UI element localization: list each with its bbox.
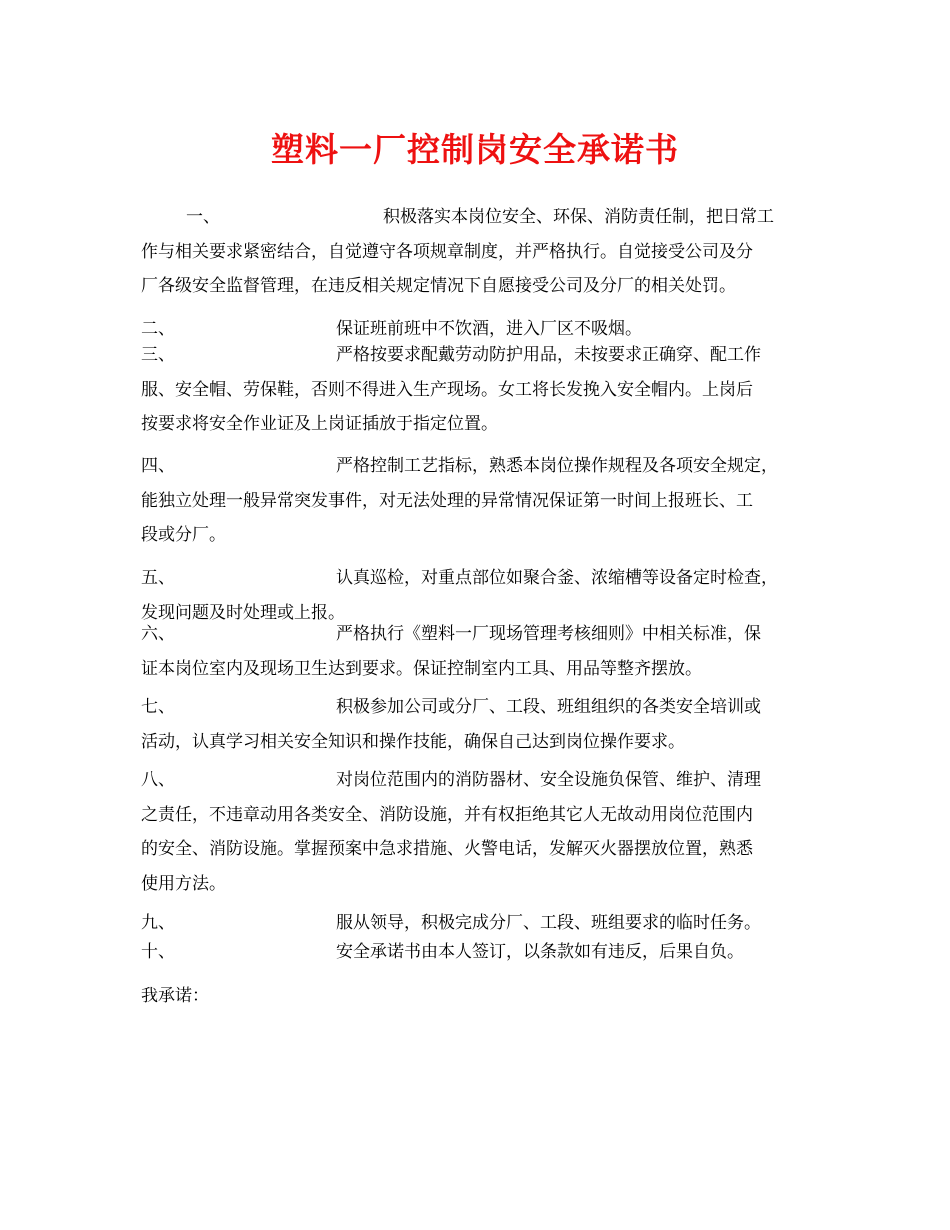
clause-3 (141, 338, 825, 442)
clause-first-line (141, 935, 825, 970)
clause-number: 七、 (141, 697, 175, 717)
clause-7 (141, 690, 825, 759)
clause-text: 严格控制工艺指标，熟悉本岗位操作规程及各项安全规定， (336, 456, 778, 476)
clause-continuation-line: 使用方法。 (141, 873, 226, 894)
clause-text: 认真巡检，对重点部位如聚合釜、浓缩槽等设备定时检查， (336, 568, 778, 588)
clause-text: 服从领导，积极完成分厂、工段、班组要求的临时任务。 (336, 913, 761, 933)
clause-number: 四、 (141, 456, 175, 476)
clause-number: 三、 (141, 345, 175, 365)
clause-continuation-line: 能独立处理一般异常突发事件，对无法处理的异常情况保证第一时间上报班长、工 (141, 490, 753, 511)
clause-first-line (141, 690, 825, 725)
clause-text: 安全承诺书由本人签订，以条款如有违反，后果自负。 (336, 942, 744, 962)
clause-text: 积极参加公司或分厂、工段、班组组织的各类安全培训或 (336, 697, 761, 717)
clause-first-line (141, 561, 825, 596)
clause-1 (141, 200, 825, 304)
clause-first-line (141, 617, 825, 652)
clause-number: 五、 (141, 568, 175, 588)
clause-continuation-line: 证本岗位室内及现场卫生达到要求。保证控制室内工具、用品等整齐摆放。 (141, 658, 702, 679)
document-title: 塑料一厂控制岗安全承诺书 (271, 130, 679, 169)
clause-continuation-line: 活动，认真学习相关安全知识和操作技能，确保自己达到岗位操作要求。 (141, 731, 685, 752)
clause-number: 六、 (141, 624, 175, 644)
clause-number: 十、 (141, 942, 175, 962)
clause-continuation-line: 的安全、消防设施。掌握预案中急求措施、火警电话，发解灭火器摆放位置，熟悉 (141, 839, 753, 859)
clause-number: 八、 (141, 770, 175, 790)
clause-continuation-line: 服、安全帽、劳保鞋，否则不得进入生产现场。女工将长发挽入安全帽内。上岗后 (141, 379, 753, 400)
clause-continuation-line: 段或分厂。 (141, 525, 226, 545)
clause-continuation-line: 按要求将安全作业证及上岗证插放于指定位置。 (141, 414, 498, 434)
clause-first-line (141, 763, 825, 798)
clause-8 (141, 763, 825, 901)
clause-text: 积极落实本岗位安全、环保、消防责任制，把日常工 (383, 207, 774, 227)
clause-number: 二、 (141, 319, 175, 339)
clause-first-line (141, 200, 825, 235)
clause-continuation-line: 发现问题及时处理或上报。 (141, 602, 345, 623)
clause-10 (141, 935, 825, 970)
clause-first-line (141, 449, 825, 484)
clause-4 (141, 449, 825, 553)
clause-text: 严格执行《塑料一厂现场管理考核细则》中相关标准，保 (336, 624, 761, 644)
clause-6 (141, 617, 825, 686)
clause-first-line (141, 338, 825, 373)
clause-text: 保证班前班中不饮酒，进入厂区不吸烟。 (336, 319, 642, 339)
clause-text: 严格按要求配戴劳动防护用品，未按要求正确穿、配工作 (336, 345, 761, 365)
clause-text: 对岗位范围内的消防器材、安全设施负保管、维护、清理 (336, 770, 761, 790)
clause-continuation-line: 厂各级安全监督管理，在违反相关规定情况下自愿接受公司及分厂的相关处罚。 (141, 276, 736, 296)
clause-continuation-line: 作与相关要求紧密结合，自觉遵守各项规章制度，并严格执行。自觉接受公司及分 (141, 241, 753, 262)
clause-number: 九、 (141, 913, 175, 933)
clause-continuation-line: 之责任，不违章动用各类安全、消防设施，并有权拒绝其它人无故动用岗位范围内 (141, 804, 753, 825)
clause-number: 一、 (186, 207, 220, 227)
closing-statement: 我承诺： (141, 986, 209, 1006)
